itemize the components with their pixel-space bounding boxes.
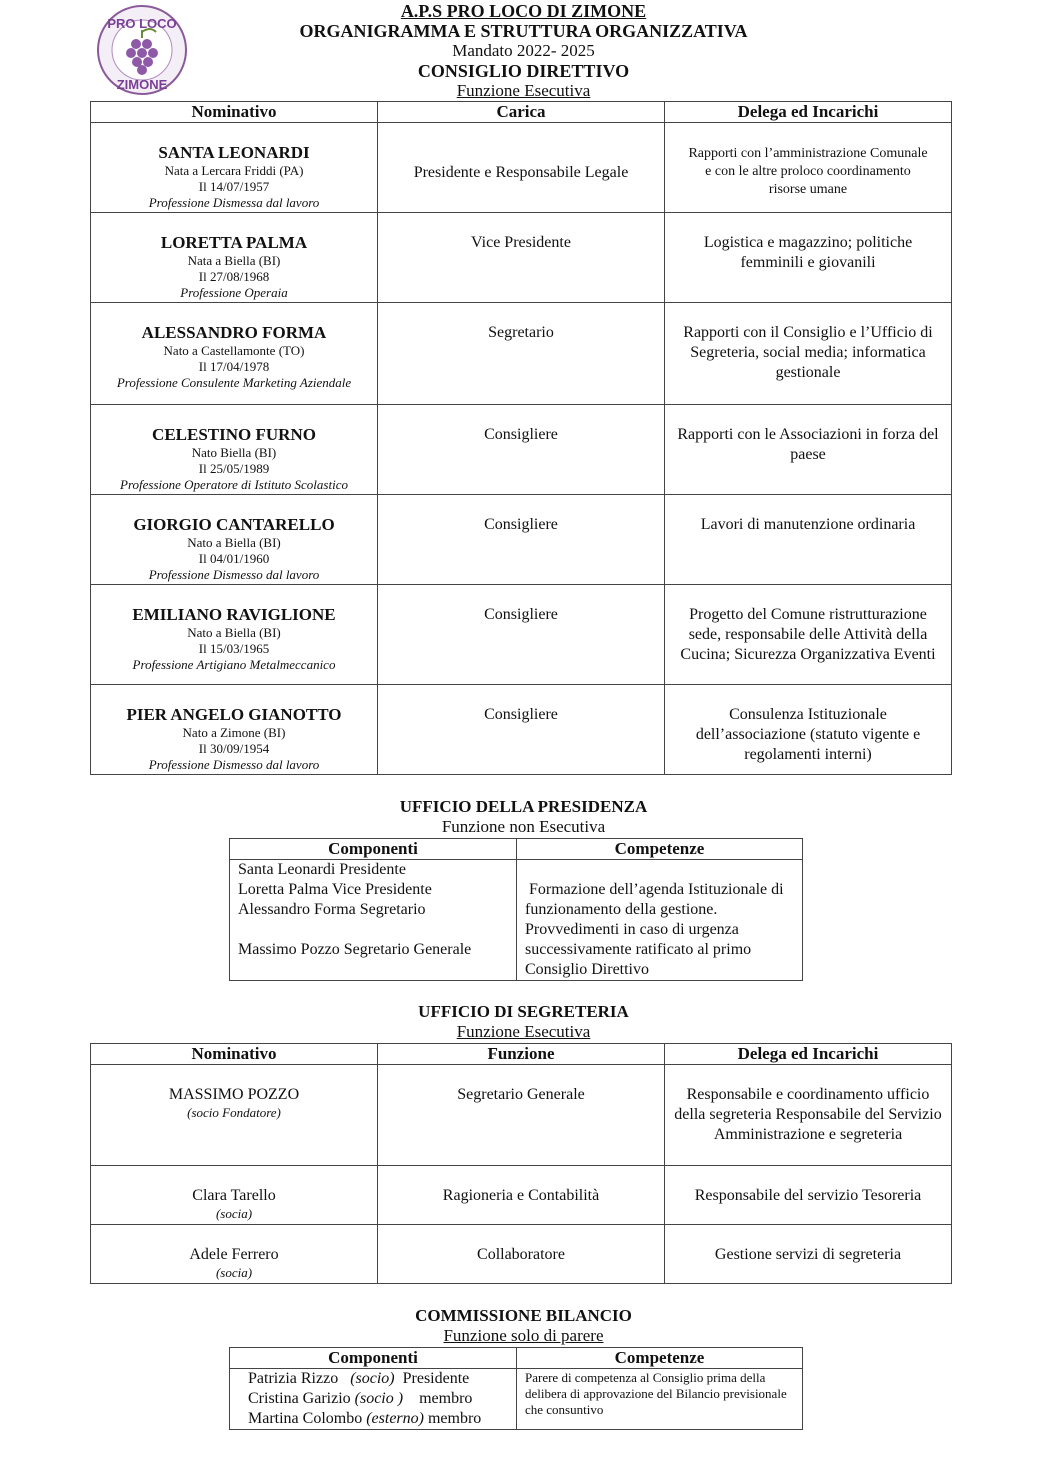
segreteria-subtitle: Funzione Esecutiva [456, 1022, 591, 1041]
birthplace: Nato a Castellamonte (TO) [163, 343, 305, 358]
document-title: ORGANIGRAMMA E STRUTTURA ORGANIZZATIVA [299, 21, 748, 41]
member-entry: Patrizia Rizzo (socio) Presidente [248, 1370, 470, 1387]
consiglio-subtitle: Funzione Esecutiva [456, 81, 591, 100]
column-header: Delega ed Incarichi [665, 1044, 952, 1065]
column-header: Funzione [378, 1044, 665, 1065]
role: Presidente e Responsabile Legale [378, 123, 665, 213]
table-row [91, 405, 952, 495]
column-header: Nominativo [91, 102, 378, 123]
table-row [91, 495, 952, 585]
svg-text:ZIMONE: ZIMONE [116, 77, 168, 92]
consiglio-table [90, 101, 952, 775]
delega: Logistica e magazzino; politiche femminili e giovanili [665, 213, 952, 303]
delega: Consulenza Istituzionale dell’associazione (statuto vigente e regolamenti interni) [665, 685, 952, 775]
member-name: EMILIANO RAVIGLIONE [132, 605, 336, 624]
member-name: PIER ANGELO GIANOTTO [126, 705, 342, 724]
table-row [91, 303, 952, 405]
member-entry: Massimo Pozzo Segretario Generale [238, 941, 472, 958]
delega: Responsabile e coordinamento ufficio della segreteria Responsabile del Servizio Amministrazione e segreteria [665, 1065, 952, 1166]
member-name: ALESSANDRO FORMA [141, 323, 327, 342]
profession: Professione Dismesso dal lavoro [148, 567, 320, 582]
delega: Responsabile del servizio Tesoreria [665, 1166, 952, 1225]
delega: Rapporti con l’amministrazione Comunale e con le altre proloco coordinamento risorse umane [665, 123, 952, 213]
table-row [91, 1166, 952, 1225]
role: Vice Presidente [378, 213, 665, 303]
member-note: (socio Fondatore) [187, 1105, 281, 1120]
presidenza-table [229, 838, 803, 981]
birth-date: Il 30/09/1954 [198, 741, 270, 756]
member-note: (socia) [215, 1265, 253, 1280]
column-header: Nominativo [91, 1044, 378, 1065]
presidenza-title: UFFICIO DELLA PRESIDENZA [399, 797, 648, 816]
birthplace: Nato a Zimone (BI) [182, 725, 286, 740]
svg-text:PRO LOCO: PRO LOCO [107, 16, 177, 31]
profession: Professione Artigiano Metalmeccanico [132, 657, 336, 672]
column-header: Delega ed Incarichi [665, 102, 952, 123]
member-entry: Santa Leonardi Presidente [238, 861, 406, 878]
role: Collaboratore [378, 1225, 665, 1284]
role: Consigliere [378, 685, 665, 775]
birth-date: Il 27/08/1968 [198, 269, 270, 284]
presidenza-members [230, 860, 517, 981]
member-name: MASSIMO POZZO [168, 1086, 300, 1103]
member-name: Clara Tarello [192, 1187, 276, 1204]
column-header: Carica [378, 102, 665, 123]
member-name: CELESTINO FURNO [152, 425, 316, 444]
table-row [91, 585, 952, 685]
birth-date: Il 04/01/1960 [198, 551, 270, 566]
segreteria-title: UFFICIO DI SEGRETERIA [418, 1002, 629, 1021]
member-entry: Loretta Palma Vice Presidente [238, 881, 432, 898]
role: Consigliere [378, 585, 665, 685]
member-entry: Cristina Garizio (socio ) membro [248, 1390, 473, 1407]
column-header: Componenti [230, 839, 517, 860]
delega: Progetto del Comune ristrutturazione sede, responsabile delle Attività della Cucina; Sicurezza Organizzativa Eventi [665, 585, 952, 685]
birth-date: Il 25/05/1989 [198, 461, 270, 476]
role: Segretario Generale [378, 1065, 665, 1166]
table-row [91, 213, 952, 303]
birthplace: Nata a Biella (BI) [187, 253, 281, 268]
presidenza-subtitle: Funzione non Esecutiva [441, 817, 606, 836]
member-entry: Martina Colombo (esterno) membro [248, 1410, 482, 1427]
table-row [91, 123, 952, 213]
table-row [91, 1065, 952, 1166]
spacer [238, 920, 516, 940]
column-header: Componenti [230, 1348, 517, 1369]
bilancio-competenze: Parere di competenza al Consiglio prima della delibera di approvazione del Bilancio previsionale che consuntivo [517, 1369, 803, 1430]
delega: Lavori di manutenzione ordinaria [665, 495, 952, 585]
profession: Professione Dismesso dal lavoro [148, 757, 320, 772]
bilancio-table [229, 1347, 803, 1430]
presidenza-competenze: Formazione dell’agenda Istituzionale di funzionamento della gestione. Provvedimenti in caso di urgenza successivamente ratificato al primo Consiglio Direttivo [517, 860, 803, 981]
delega: Rapporti con le Associazioni in forza del paese [665, 405, 952, 495]
birthplace: Nato a Biella (BI) [187, 625, 281, 640]
member-name: LORETTA PALMA [160, 233, 308, 252]
member-name: Adele Ferrero [189, 1246, 279, 1263]
profession: Professione Consulente Marketing Aziendale [116, 375, 352, 390]
profession: Professione Operaia [180, 285, 288, 300]
delega: Gestione servizi di segreteria [665, 1225, 952, 1284]
role: Segretario [378, 303, 665, 405]
column-header: Competenze [517, 839, 803, 860]
bilancio-title: COMMISSIONE BILANCIO [415, 1306, 632, 1325]
birthplace: Nato a Biella (BI) [187, 535, 281, 550]
member-name: GIORGIO CANTARELLO [133, 515, 335, 534]
consiglio-title: CONSIGLIO DIRETTIVO [417, 61, 630, 81]
profession: Professione Operatore di Istituto Scolastico [120, 477, 348, 492]
member-name: SANTA LEONARDI [158, 143, 310, 162]
role: Consigliere [378, 405, 665, 495]
role: Ragioneria e Contabilità [378, 1166, 665, 1225]
birthplace: Nata a Lercara Friddi (PA) [164, 163, 304, 178]
birth-date: Il 15/03/1965 [198, 641, 270, 656]
delega: Rapporti con il Consiglio e l’Ufficio di Segreteria, social media; informatica gestionale [665, 303, 952, 405]
member-entry: Alessandro Forma Segretario [238, 901, 426, 918]
mandate-period: Mandato 2022- 2025 [452, 41, 595, 60]
member-note: (socia) [215, 1206, 253, 1221]
profession: Professione Dismessa dal lavoro [148, 195, 320, 210]
role: Consigliere [378, 495, 665, 585]
column-header: Competenze [517, 1348, 803, 1369]
birth-date: Il 14/07/1957 [198, 179, 270, 194]
birth-date: Il 17/04/1978 [198, 359, 270, 374]
bilancio-members [230, 1369, 517, 1430]
segreteria-table [90, 1043, 952, 1284]
table-row [91, 685, 952, 775]
table-row [91, 1225, 952, 1284]
bilancio-subtitle: Funzione solo di parere [443, 1326, 604, 1345]
organization-title: A.P.S PRO LOCO DI ZIMONE [400, 1, 647, 21]
birthplace: Nato Biella (BI) [191, 445, 277, 460]
